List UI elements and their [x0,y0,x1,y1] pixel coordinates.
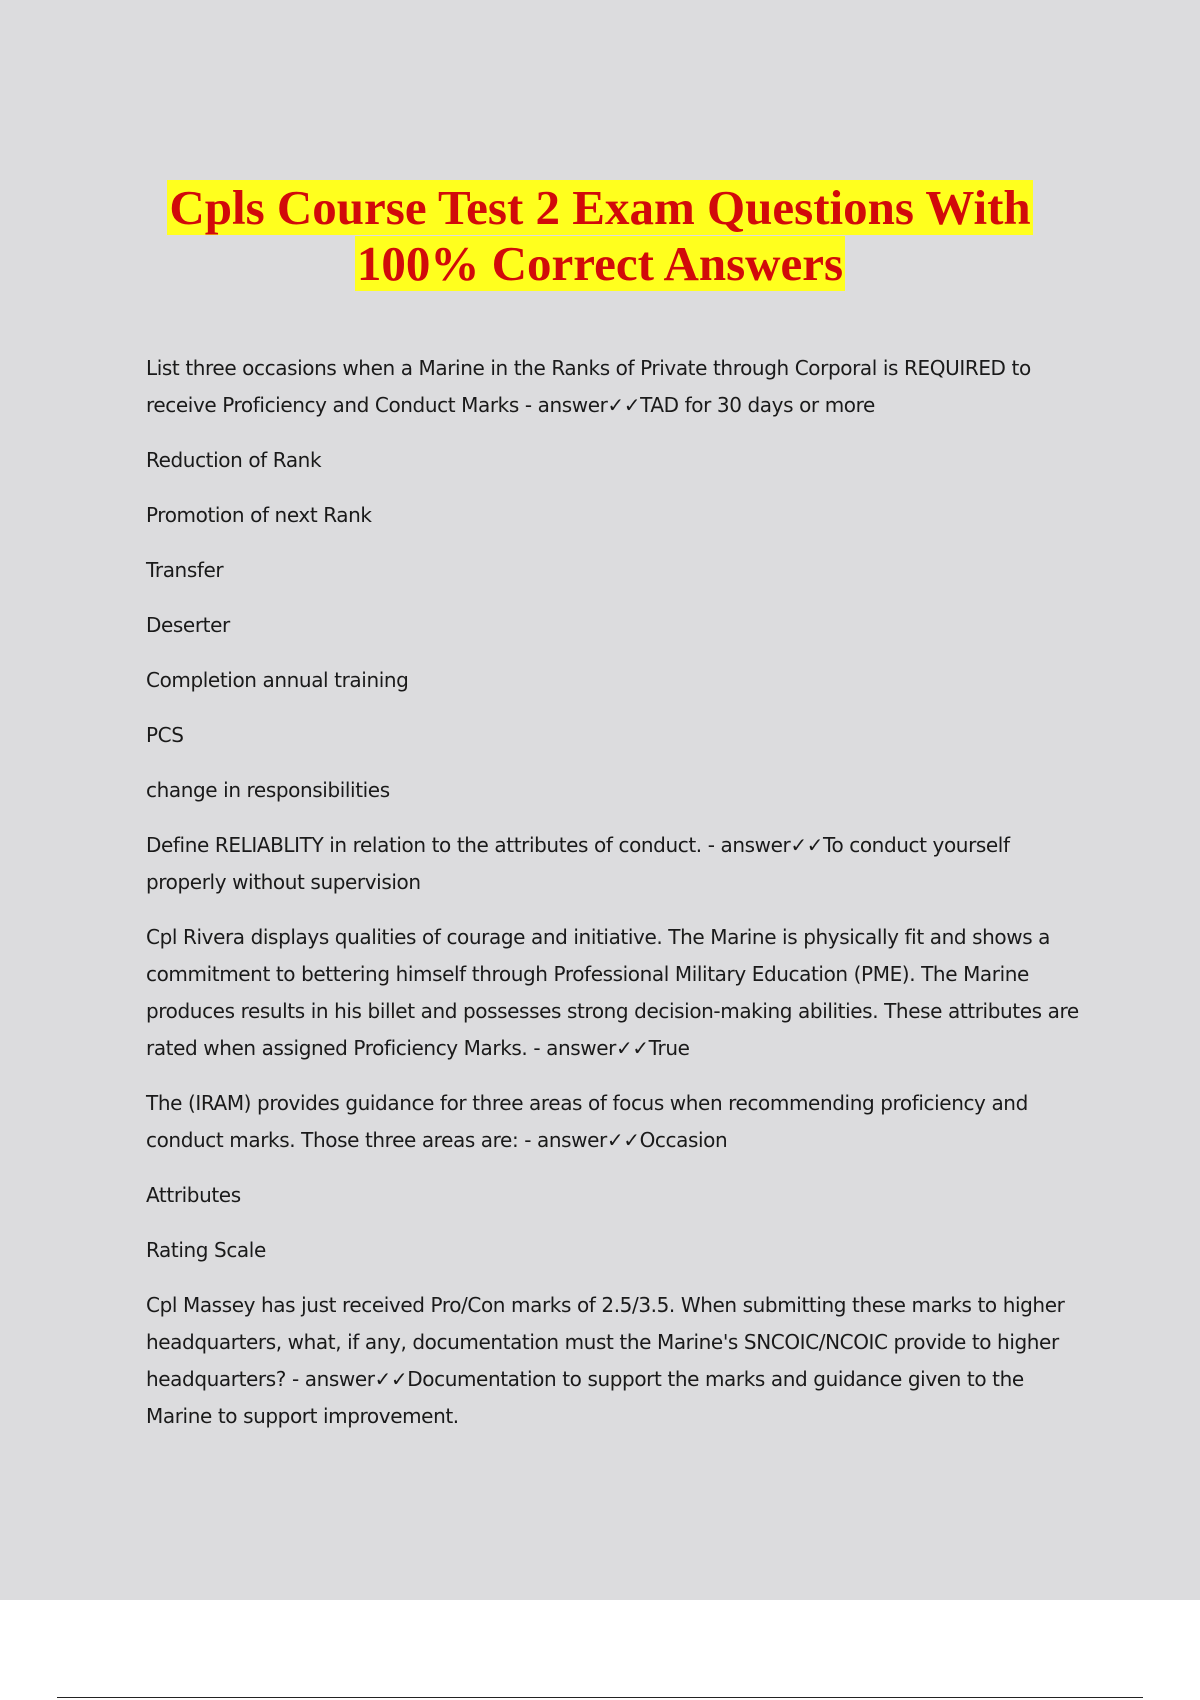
title-line-2: 100% Correct Answers [356,236,844,291]
paragraph-question-4: The (IRAM) provides guidance for three areas of focus when recommending proficiency and conduct marks. Those three areas are: - answer✓✓Occasion [146,1091,1028,1152]
paragraph-answer-item: change in responsibilities [146,778,390,802]
document-body [146,350,1086,1453]
page-divider [57,1697,1143,1698]
document-title [0,180,1200,292]
paragraph-answer-item: Rating Scale [146,1238,266,1262]
paragraph-answer-item: PCS [146,723,184,747]
paragraph-question-2: Define RELIABLITY in relation to the attributes of conduct. - answer✓✓To conduct yourself properly without supervision [146,833,1010,894]
paragraph-question-1: List three occasions when a Marine in the Ranks of Private through Corporal is REQUIRED to receive Proficiency and Conduct Marks - answer✓✓TAD for 30 days or more [146,356,1031,417]
paragraph-answer-item: Promotion of next Rank [146,503,372,527]
title-line-1: Cpls Course Test 2 Exam Questions With [169,180,1031,235]
paragraph-answer-item: Completion annual training [146,668,409,692]
paragraph-answer-item: Transfer [146,558,224,582]
paragraph-question-5: Cpl Massey has just received Pro/Con marks of 2.5/3.5. When submitting these marks to higher headquarters, what, if any, documentation must the Marine's SNCOIC/NCOIC provide to higher headquarters? - answer✓✓Documentation to support the marks and guidance given to the Marine to support improvement. [146,1293,1065,1428]
paragraph-answer-item: Deserter [146,613,230,637]
paragraph-answer-item: Attributes [146,1183,241,1207]
paragraph-question-3: Cpl Rivera displays qualities of courage and initiative. The Marine is physically fit and shows a commitment to bettering himself through Professional Military Education (PME). The Marine produces results in his billet and possesses strong decision-making abilities. These attributes are rated when assigned Proficiency Marks. - answer✓✓True [146,925,1079,1060]
paragraph-answer-item: Reduction of Rank [146,448,322,472]
